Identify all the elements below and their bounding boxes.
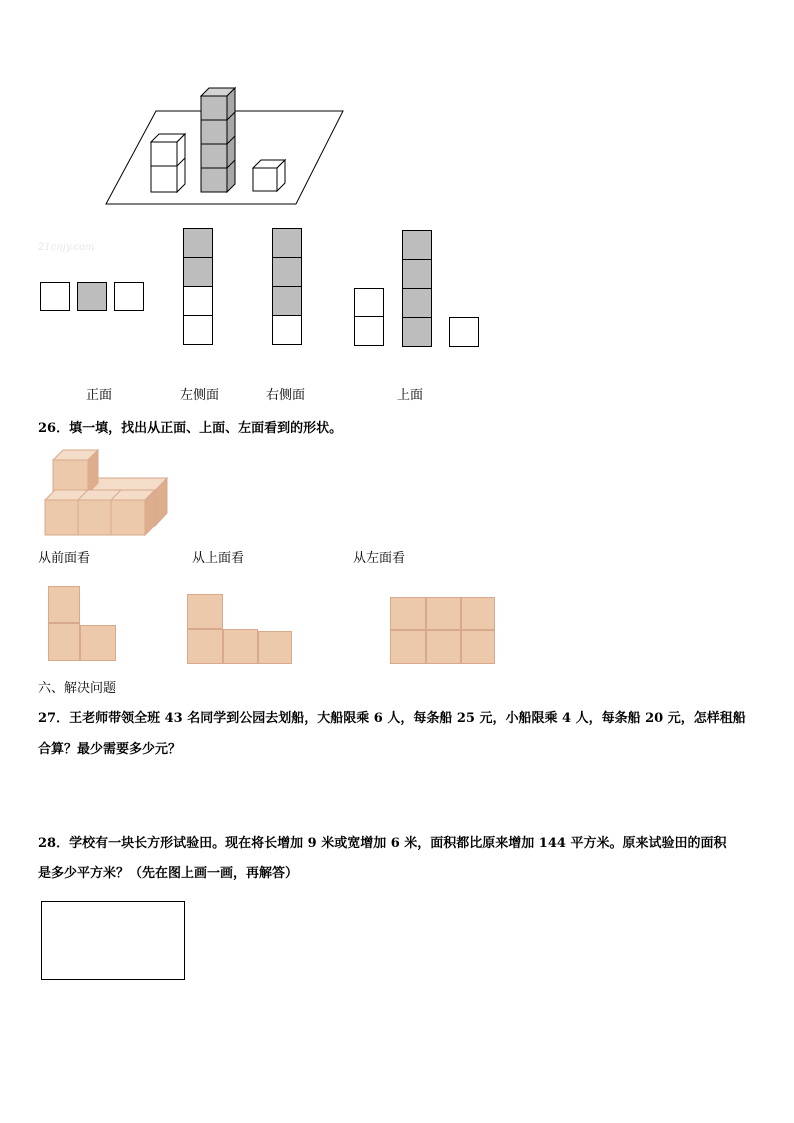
peach-square: [390, 597, 426, 630]
view-square: [449, 317, 479, 347]
label-view-top: 从上面看: [192, 551, 245, 566]
view-square: [272, 315, 302, 345]
section-heading: 六、解决问题: [38, 681, 117, 696]
question-27-line-2: 合算？最少需要多少元？: [38, 742, 182, 757]
label-left-side: 左侧面: [180, 388, 220, 403]
label-top: 上面: [397, 388, 424, 403]
peach-square: [390, 630, 426, 664]
label-view-front: 从前面看: [38, 551, 91, 566]
peach-square: [461, 597, 495, 630]
view-square: [354, 288, 384, 317]
field-rectangle: [41, 901, 185, 980]
single-cube: [253, 160, 285, 191]
front-cube-3: [111, 500, 145, 535]
view-square: [114, 282, 144, 311]
view-square-gray: [402, 230, 432, 260]
peach-square: [48, 586, 80, 623]
label-right-side: 右侧面: [266, 388, 306, 403]
question-28-line-1: 28．学校有一块长方形试验田。现在将长增加 9 米或宽增加 6 米，面积都比原来增加 144 平方米。原来试验田的面积: [38, 836, 727, 851]
view-square: [183, 315, 213, 345]
view-square-gray: [183, 228, 213, 258]
top-cube-front: [53, 460, 88, 493]
view-square-gray: [272, 228, 302, 258]
view-square-gray: [402, 317, 432, 347]
peach-square: [223, 629, 258, 664]
label-view-left: 从左面看: [353, 551, 406, 566]
cube-arrangement-figure: [100, 80, 350, 210]
peach-square: [187, 629, 223, 664]
watermark: 21cnjy.com: [38, 242, 95, 253]
front-row-top: [45, 490, 155, 500]
view-square-gray: [77, 282, 107, 311]
peach-square: [461, 630, 495, 664]
view-square-gray: [402, 259, 432, 289]
front-cube-1: [45, 500, 78, 535]
peach-cube-figure: [40, 443, 175, 538]
label-front: 正面: [86, 388, 113, 403]
front-cube-2: [78, 500, 111, 535]
question-26: 26．填一填，找出从正面、上面、左面看到的形状。: [38, 421, 343, 436]
peach-square: [426, 597, 461, 630]
peach-square: [426, 630, 461, 664]
view-square: [354, 316, 384, 346]
view-square: [40, 282, 70, 311]
question-27-line-1: 27．王老师带领全班 43 名同学到公园去划船，大船限乘 6 人，每条船 25 元，小船限乘 4 人，每条船 20 元，怎样租船: [38, 711, 746, 726]
view-square-gray: [272, 257, 302, 287]
view-square-gray: [272, 286, 302, 316]
peach-square: [80, 625, 116, 661]
question-28-line-2: 是多少平方米？（先在图上画一画，再解答）: [38, 866, 299, 881]
peach-square: [187, 594, 223, 629]
tall-gray-cube-stack: [201, 88, 235, 192]
peach-square: [48, 623, 80, 661]
peach-square: [258, 631, 292, 664]
view-square: [183, 286, 213, 316]
left-cube-stack: [151, 134, 185, 192]
view-square-gray: [402, 288, 432, 318]
view-square-gray: [183, 257, 213, 287]
